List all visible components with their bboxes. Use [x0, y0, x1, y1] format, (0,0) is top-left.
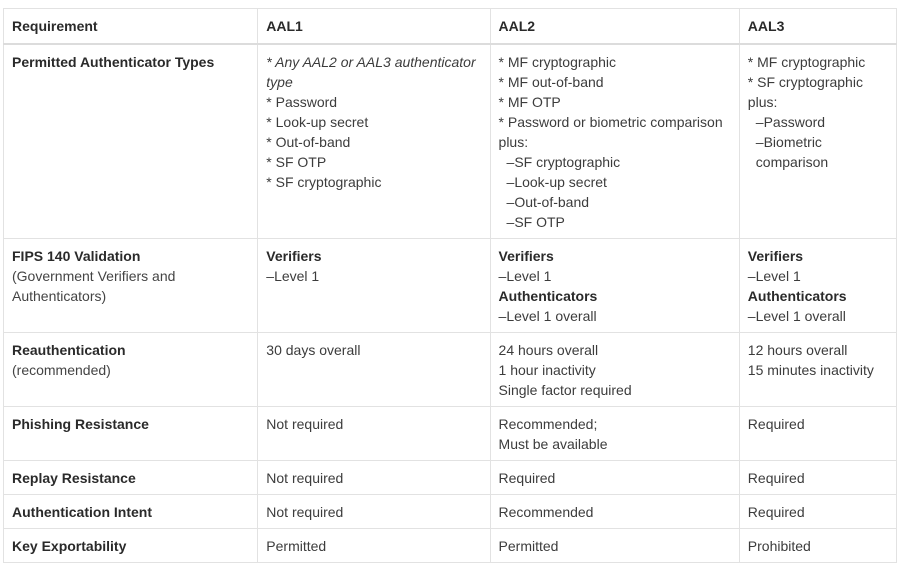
- requirement-cell: [4, 461, 258, 495]
- cell-line: * SF cryptographic: [266, 174, 382, 190]
- table-row: [4, 529, 897, 563]
- aal2-cell: [490, 495, 739, 529]
- table-row: [4, 495, 897, 529]
- cell-line: –Level 1 overall: [498, 308, 597, 324]
- cell-line: * MF cryptographic: [498, 54, 617, 70]
- cell-line: –Level 1: [266, 268, 320, 284]
- cell-line: –Password: [755, 114, 826, 130]
- table-row: [4, 333, 897, 407]
- cell-line: –Level 1: [498, 268, 552, 284]
- cell-line: Single factor required: [498, 382, 632, 398]
- aal3-cell: [739, 239, 896, 333]
- requirement-cell: [4, 239, 258, 333]
- cell-line: * MF out-of-band: [498, 74, 604, 90]
- requirement-cell: [4, 44, 258, 239]
- table-row: [4, 44, 897, 239]
- cell-line: –Level 1: [747, 268, 801, 284]
- aal1-cell: [258, 239, 490, 333]
- aal1-cell: [258, 461, 490, 495]
- cell-line: Must be available: [498, 436, 608, 452]
- cell-line: Permitted: [498, 538, 559, 554]
- aal1-cell: [258, 407, 490, 461]
- aal3-cell: [739, 495, 896, 529]
- cell-line: Not required: [266, 416, 344, 432]
- cell-line: –SF OTP: [506, 214, 565, 230]
- cell-line: * Look-up secret: [266, 114, 369, 130]
- cell-line: * MF OTP: [498, 94, 561, 110]
- aal2-cell: [490, 407, 739, 461]
- cell-line: Authenticators: [498, 288, 598, 304]
- cell-line: Authenticators: [747, 288, 847, 304]
- cell-line: * Password or biometric comparison plus:: [498, 114, 723, 150]
- cell-line: –Biometric comparison: [755, 134, 829, 170]
- requirement-name: Authentication Intent: [12, 504, 152, 520]
- cell-line: Required: [747, 416, 805, 432]
- cell-line: Permitted: [266, 538, 327, 554]
- requirement-name: Permitted Authenticator Types: [12, 54, 215, 70]
- header-requirement: Requirement: [4, 9, 258, 45]
- cell-line: Prohibited: [747, 538, 811, 554]
- aal3-cell: [739, 333, 896, 407]
- cell-line: * Out-of-band: [266, 134, 351, 150]
- header-aal3: AAL3: [739, 9, 896, 45]
- requirement-name: Key Exportability: [12, 538, 127, 554]
- cell-line: Required: [747, 470, 805, 486]
- table-header: [4, 9, 897, 45]
- cell-line: 12 hours overall: [747, 342, 848, 358]
- cell-line: –Level 1 overall: [747, 308, 846, 324]
- aal2-cell: [490, 333, 739, 407]
- aal3-cell: [739, 44, 896, 239]
- cell-line: * Any AAL2 or AAL3 authenticator type: [266, 54, 476, 90]
- cell-line: –Out-of-band: [506, 194, 590, 210]
- requirement-note: (Government Verifiers and Authenticators): [12, 268, 176, 304]
- cell-line: Required: [747, 504, 805, 520]
- requirement-name: Reauthentication: [12, 342, 126, 358]
- aal-requirements-table: [3, 8, 897, 563]
- cell-line: 30 days overall: [266, 342, 361, 358]
- requirement-cell: [4, 407, 258, 461]
- cell-line: Verifiers: [498, 248, 554, 264]
- table-row: [4, 239, 897, 333]
- cell-line: * SF cryptographic plus:: [747, 74, 863, 110]
- cell-line: –SF cryptographic: [506, 154, 621, 170]
- cell-line: 1 hour inactivity: [498, 362, 596, 378]
- cell-line: Recommended;: [498, 416, 598, 432]
- cell-line: * Password: [266, 94, 338, 110]
- cell-line: 15 minutes inactivity: [747, 362, 874, 378]
- aal1-cell: [258, 333, 490, 407]
- cell-line: Not required: [266, 470, 344, 486]
- requirement-cell: [4, 495, 258, 529]
- cell-line: Not required: [266, 504, 344, 520]
- cell-line: –Look-up secret: [506, 174, 607, 190]
- header-aal2: AAL2: [490, 9, 739, 45]
- cell-line: Verifiers: [747, 248, 804, 264]
- aal3-cell: [739, 529, 896, 563]
- table-body: [4, 44, 897, 563]
- requirement-cell: [4, 529, 258, 563]
- cell-line: Required: [498, 470, 556, 486]
- requirement-name: Phishing Resistance: [12, 416, 149, 432]
- aal1-cell: [258, 44, 490, 239]
- cell-line: 24 hours overall: [498, 342, 599, 358]
- aal1-cell: [258, 495, 490, 529]
- requirement-note: (recommended): [12, 362, 111, 378]
- cell-line: * SF OTP: [266, 154, 327, 170]
- table-row: [4, 407, 897, 461]
- table-row: [4, 461, 897, 495]
- cell-line: * MF cryptographic: [747, 54, 866, 70]
- requirement-cell: [4, 333, 258, 407]
- aal2-cell: [490, 529, 739, 563]
- cell-line: Verifiers: [266, 248, 322, 264]
- requirement-name: Replay Resistance: [12, 470, 136, 486]
- aal2-cell: [490, 461, 739, 495]
- aal3-cell: [739, 407, 896, 461]
- requirement-name: FIPS 140 Validation: [12, 248, 141, 264]
- aal1-cell: [258, 529, 490, 563]
- aal2-cell: [490, 239, 739, 333]
- header-row: [4, 9, 897, 45]
- header-aal1: AAL1: [258, 9, 490, 45]
- aal2-cell: [490, 44, 739, 239]
- cell-line: Recommended: [498, 504, 594, 520]
- aal3-cell: [739, 461, 896, 495]
